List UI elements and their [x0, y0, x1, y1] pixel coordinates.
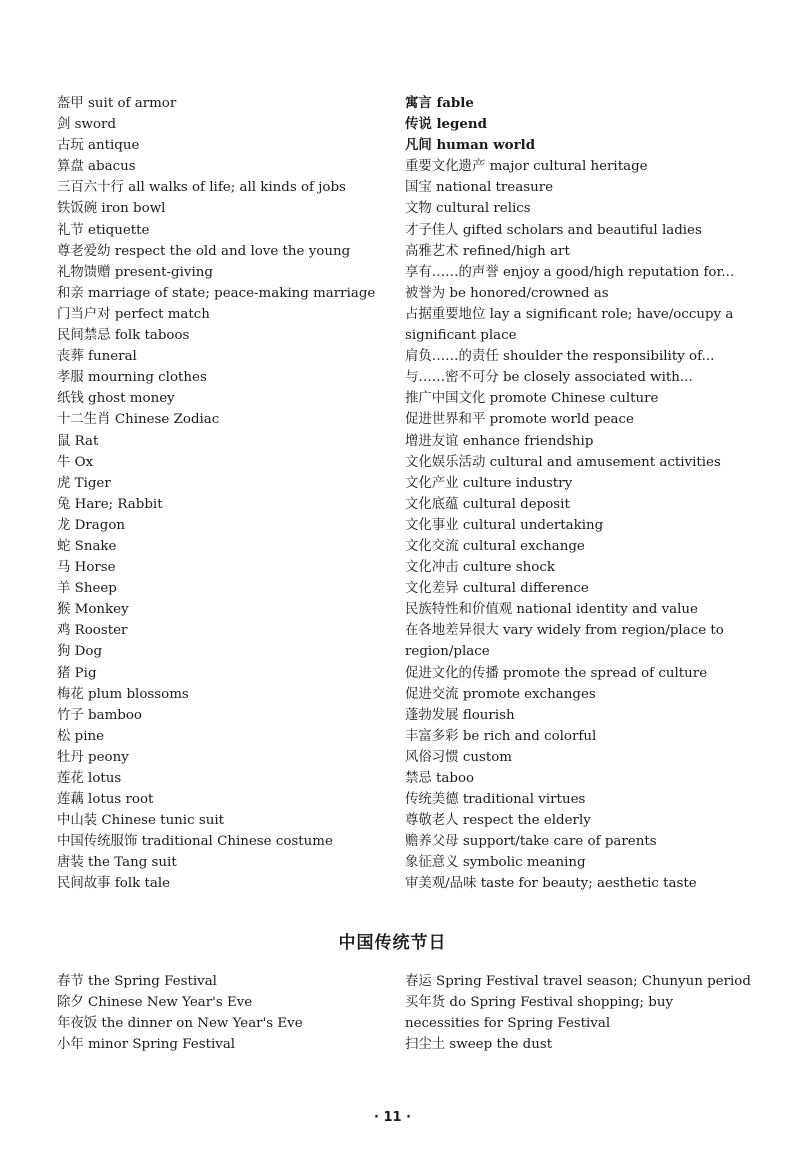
glossary-entry: 被誉为 be honored/crowned as	[405, 285, 609, 301]
glossary-entry: 民间禁忌 folk taboos	[57, 328, 190, 344]
glossary-entry: 猪 Pig	[57, 665, 97, 681]
glossary-entry: 马 Horse	[57, 560, 116, 576]
glossary-entry: 高雅艺术 refined/high art	[405, 243, 570, 259]
glossary-entry: 文化冲击 culture shock	[405, 560, 555, 576]
glossary-entry: 羊 Sheep	[57, 581, 117, 597]
glossary-entry: 莲藕 lotus root	[57, 792, 154, 808]
glossary-entry: 小年 minor Spring Festival	[57, 1037, 236, 1053]
glossary-entry: 蛇 Snake	[57, 538, 117, 554]
glossary-entry: 扫尘土 sweep the dust	[405, 1037, 553, 1053]
glossary-entry: 牡丹 peony	[57, 749, 129, 765]
glossary-entry: 文化差异 cultural difference	[405, 581, 589, 597]
glossary-entry: 和亲 marriage of state; peace-making marriage	[57, 285, 376, 301]
glossary-entry: 文化底蕴 cultural deposit	[405, 496, 570, 512]
glossary-entry: 龙 Dragon	[57, 517, 126, 533]
glossary-entry: 凡间 human world	[405, 137, 536, 154]
glossary-entry: 促进世界和平 promote world peace	[405, 412, 634, 428]
section-heading: 中国传统节日	[338, 933, 447, 953]
glossary-entry: 十二生肖 Chinese Zodiac	[57, 412, 220, 428]
glossary-entry: 孝服 mourning clothes	[57, 370, 207, 386]
glossary-entry: 盔甲 suit of armor	[57, 96, 177, 111]
glossary-entry: 唐装 the Tang suit	[57, 855, 177, 871]
glossary-entry: 文化交流 cultural exchange	[405, 538, 585, 554]
glossary-entry: 三百六十行 all walks of life; all kinds of jobs	[57, 180, 346, 196]
glossary-entry: 礼节 etiquette	[57, 222, 150, 238]
glossary-entry: 鼠 Rat	[57, 433, 99, 449]
festival-right-column	[405, 971, 751, 1055]
glossary-entry: 尊敬老人 respect the elderly	[405, 813, 591, 829]
glossary-entry: 禁忌 taboo	[405, 771, 475, 786]
glossary-entry: 赡养父母 support/take care of parents	[405, 834, 657, 850]
glossary-entry: 门当户对 perfect match	[57, 306, 210, 322]
glossary-entry: 猴 Monkey	[57, 602, 129, 618]
glossary-entry: 剑 sword	[57, 117, 117, 133]
glossary-entry: 虎 Tiger	[57, 475, 111, 491]
glossary-entry: 竹子 bamboo	[57, 707, 142, 723]
glossary-entry: 民族特性和价值观 national identity and value	[405, 602, 698, 618]
glossary-entry: 蓬勃发展 flourish	[405, 707, 515, 723]
glossary-entry: 与……密不可分 be closely associated with...	[405, 370, 693, 386]
glossary-entry: 文化产业 culture industry	[405, 475, 573, 491]
festival-left-column	[57, 971, 397, 1055]
glossary-entry: 增进友谊 enhance friendship	[405, 433, 594, 449]
glossary-entry: 才子佳人 gifted scholars and beautiful ladies	[405, 222, 702, 238]
glossary-entry: 古玩 antique	[57, 138, 140, 154]
glossary-entry: 文化娱乐活动 cultural and amusement activities	[405, 454, 721, 470]
glossary-entry: 算盘 abacus	[57, 159, 136, 175]
glossary-entry: 占据重要地位 lay a significant role; have/occupy a significant place	[405, 306, 734, 344]
glossary-entry: 梅花 plum blossoms	[57, 686, 189, 702]
page-number: · 11 ·	[373, 1110, 412, 1125]
glossary-entry: 春节 the Spring Festival	[57, 974, 217, 989]
glossary-entry: 铁饭碗 iron bowl	[57, 201, 166, 217]
glossary-entry: 纸钱 ghost money	[57, 391, 175, 407]
glossary-entry: 莲花 lotus	[57, 771, 122, 786]
glossary-entry: 丰富多彩 be rich and colorful	[405, 728, 597, 744]
glossary-entry: 尊老爱幼 respect the old and love the young	[57, 243, 351, 259]
glossary-entry: 民间故事 folk tale	[57, 876, 171, 892]
glossary-entry: 象征意义 symbolic meaning	[405, 855, 586, 871]
glossary-entry: 国宝 national treasure	[405, 180, 554, 196]
glossary-entry: 除夕 Chinese New Year's Eve	[57, 995, 253, 1011]
glossary-right-column	[405, 93, 735, 895]
glossary-entry: 文物 cultural relics	[405, 201, 531, 217]
glossary-entry: 在各地差异很大 vary widely from region/place to region/place	[405, 623, 724, 660]
glossary-entry: 寓言 fable	[405, 95, 474, 111]
glossary-entry: 传说 legend	[405, 116, 488, 133]
glossary-left-column	[57, 93, 397, 895]
glossary-entry: 兔 Hare; Rabbit	[57, 496, 163, 512]
glossary-entry: 年夜饭 the dinner on New Year's Eve	[57, 1016, 303, 1032]
glossary-entry: 肩负……的责任 shoulder the responsibility of...	[405, 349, 715, 365]
glossary-entry: 风俗习惯 custom	[405, 749, 512, 765]
glossary-entry: 中国传统服饰 traditional Chinese costume	[57, 834, 333, 850]
glossary-entry: 松 pine	[57, 728, 105, 744]
glossary-entry: 审美观/品味 taste for beauty; aesthetic taste	[405, 876, 697, 892]
glossary-entry: 传统美德 traditional virtues	[405, 792, 586, 808]
glossary-entry: 礼物馈赠 present-giving	[57, 264, 213, 280]
glossary-entry: 重要文化遗产 major cultural heritage	[405, 159, 648, 175]
glossary-entry: 促进文化的传播 promote the spread of culture	[405, 665, 708, 681]
glossary-entry: 文化事业 cultural undertaking	[405, 517, 604, 533]
glossary-entry: 春运 Spring Festival travel season; Chunyun period	[405, 974, 751, 989]
glossary-entry: 推广中国文化 promote Chinese culture	[405, 391, 659, 407]
glossary-entry: 买年货 do Spring Festival shopping; buy necessities for Spring Festival	[405, 995, 674, 1032]
glossary-entry: 享有……的声誉 enjoy a good/high reputation for...	[405, 264, 735, 280]
glossary-entry: 丧葬 funeral	[57, 349, 137, 365]
glossary-entry: 牛 Ox	[57, 454, 94, 470]
glossary-entry: 促进交流 promote exchanges	[405, 686, 596, 702]
glossary-entry: 中山装 Chinese tunic suit	[57, 813, 225, 829]
glossary-entry: 鸡 Rooster	[57, 623, 128, 639]
glossary-entry: 狗 Dog	[57, 644, 103, 660]
